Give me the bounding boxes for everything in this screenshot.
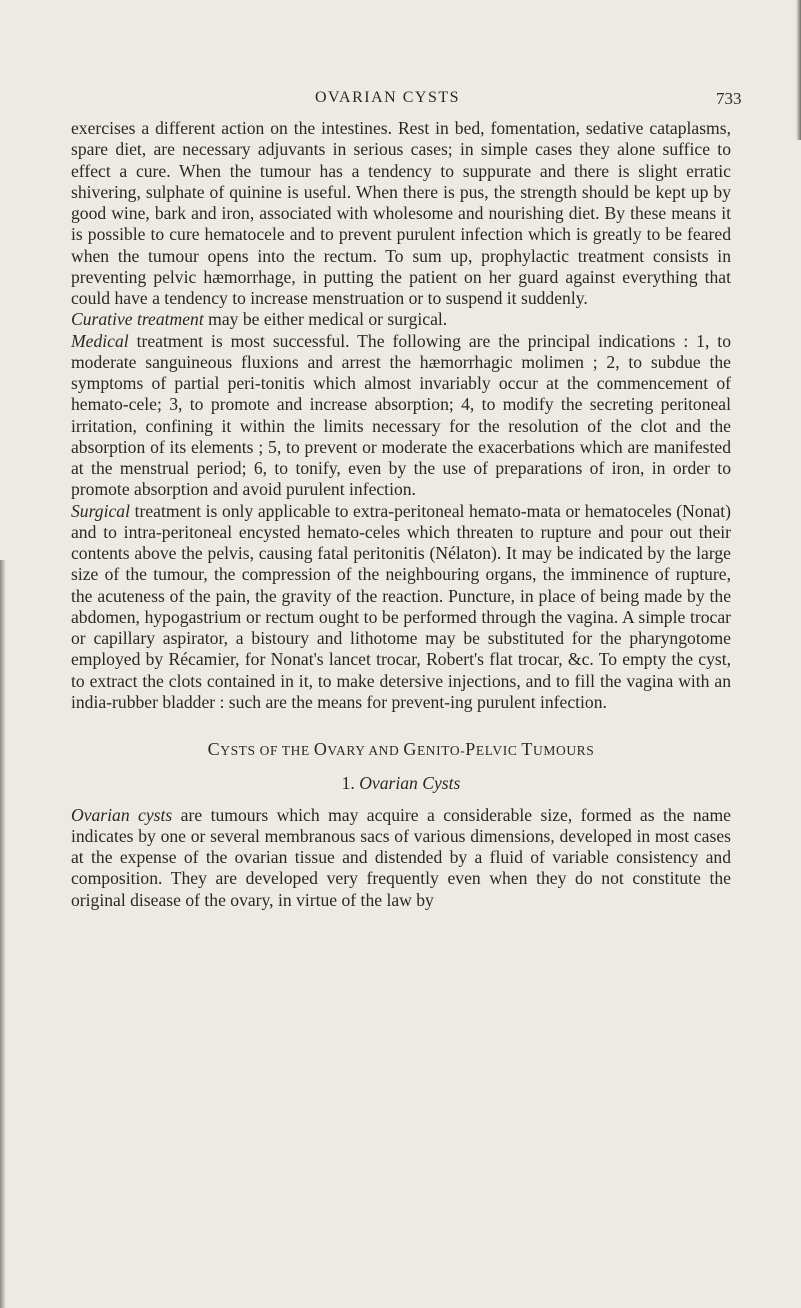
paragraph-ovarian-cysts xyxy=(71,805,731,911)
section-heading-cap-2: O xyxy=(313,739,328,759)
paragraph-surgical-treatment xyxy=(71,501,731,714)
ovarian-cysts-text: are tumours which may acquire a considerable size, formed as the name indicates by one or several membranous sacs of various dimensions, developed in most cases at the expense of the ovarian tissue and distended by a fluid of variable consistency and composition. They are developed very frequently even when they do not constitute the original disease of the ovary, in virtue of the law by xyxy=(71,804,731,910)
section-heading xyxy=(71,739,731,761)
body-text xyxy=(71,118,731,911)
paragraph-medical-treatment xyxy=(71,331,731,501)
section-heading-cap-1: C xyxy=(207,739,221,759)
paragraph-rest-treatment: exercises a different action on the intestines. Rest in bed, fomentation, sedative cataplasms, spare diet, are necessary adjuvants in serious cases; in simple cases they alone suffice to effect a cure. When the tumour has a tendency to suppurate and there is slight erratic shivering, sulphate of quinine is useful. When there is pus, the strength should be kept up by good wine, bark and iron, associated with wholesome and nourishing diet. By these means it is possible to cure hematocele and to prevent purulent infection which is greatly to be feared when the tumour opens into the rectum. To sum up, prophylactic treatment consists in preventing pelvic hæmorrhage, in putting the patient on her guard against everything that could have a tendency to increase menstruation or to suspend it suddenly. xyxy=(71,118,731,308)
subsection-heading xyxy=(71,773,731,794)
page-shadow-left xyxy=(0,560,6,1308)
section-heading-word-5: UMOURS xyxy=(533,743,595,758)
page-shadow-right xyxy=(796,0,801,140)
medical-treatment-term: Medical xyxy=(71,330,129,351)
surgical-treatment-term: Surgical xyxy=(71,500,130,521)
section-heading-word-1: YSTS OF THE xyxy=(220,743,314,758)
paragraph-curative-treatment xyxy=(71,309,731,330)
section-heading-word-2: VARY AND xyxy=(327,743,404,758)
curative-treatment-term: Curative treatment xyxy=(71,309,204,330)
section-heading-word-4: ELVIC xyxy=(475,743,522,758)
medical-treatment-text: treatment is most successful. The following are the principal indications : 1, to moderate sanguineous fluxions and arrest the hæmorrhagic molimen ; 2, to subdue the symptoms of partial peri-tonitis which almost invariably occur at the commencement of hemato-cele; 3, to promote and increase absorption; 4, to modify the secreting peritoneal irritation, confining it within the limits necessary for the resolution of the clot and the absorption of its elements ; 5, to prevent or moderate the exacerbations which are manifested at the menstrual period; 6, to tonify, even by the use of preparations of iron, in order to promote absorption and avoid purulent infection. xyxy=(71,330,731,500)
surgical-treatment-text: treatment is only applicable to extra-peritoneal hemato-mata or hematoceles (Nonat) and to intra-peritoneal encysted hemato-celes which threaten to rupture and pour out their contents above the pelvis, causing fatal peritonitis (Nélaton). It may be indicated by the large size of the tumour, the compression of the neighbouring organs, the imminence of rupture, the acuteness of the pain, the gravity of the reaction. Puncture, in place of being made by the abdomen, hypogastrium or rectum ought to be performed through the vagina. A simple trocar or capillary aspirator, a bistoury and lithotome may be substituted for the pharyngotome employed by Récamier, for Nonat's lancet trocar, Robert's flat trocar, &c. To empty the cyst, to extract the clots contained in it, to make detersive injections, and to fill the vagina with an india-rubber bladder : such are the means for prevent-ing purulent infection. xyxy=(71,500,731,712)
running-title: OVARIAN CYSTS xyxy=(315,89,461,106)
section-heading-cap-3: G xyxy=(403,739,417,759)
section-heading-cap-5: T xyxy=(521,739,534,759)
subsection-number: 1. xyxy=(341,773,355,794)
curative-treatment-text: may be either medical or surgical. xyxy=(203,309,448,330)
ovarian-cysts-term: Ovarian cysts xyxy=(71,804,173,825)
section-heading-word-3: ENITO- xyxy=(416,743,466,758)
section-heading-cap-4: P xyxy=(465,739,476,759)
page-header xyxy=(0,89,801,113)
subsection-title: Ovarian Cysts xyxy=(359,773,461,794)
page-number: 733 xyxy=(716,89,742,108)
